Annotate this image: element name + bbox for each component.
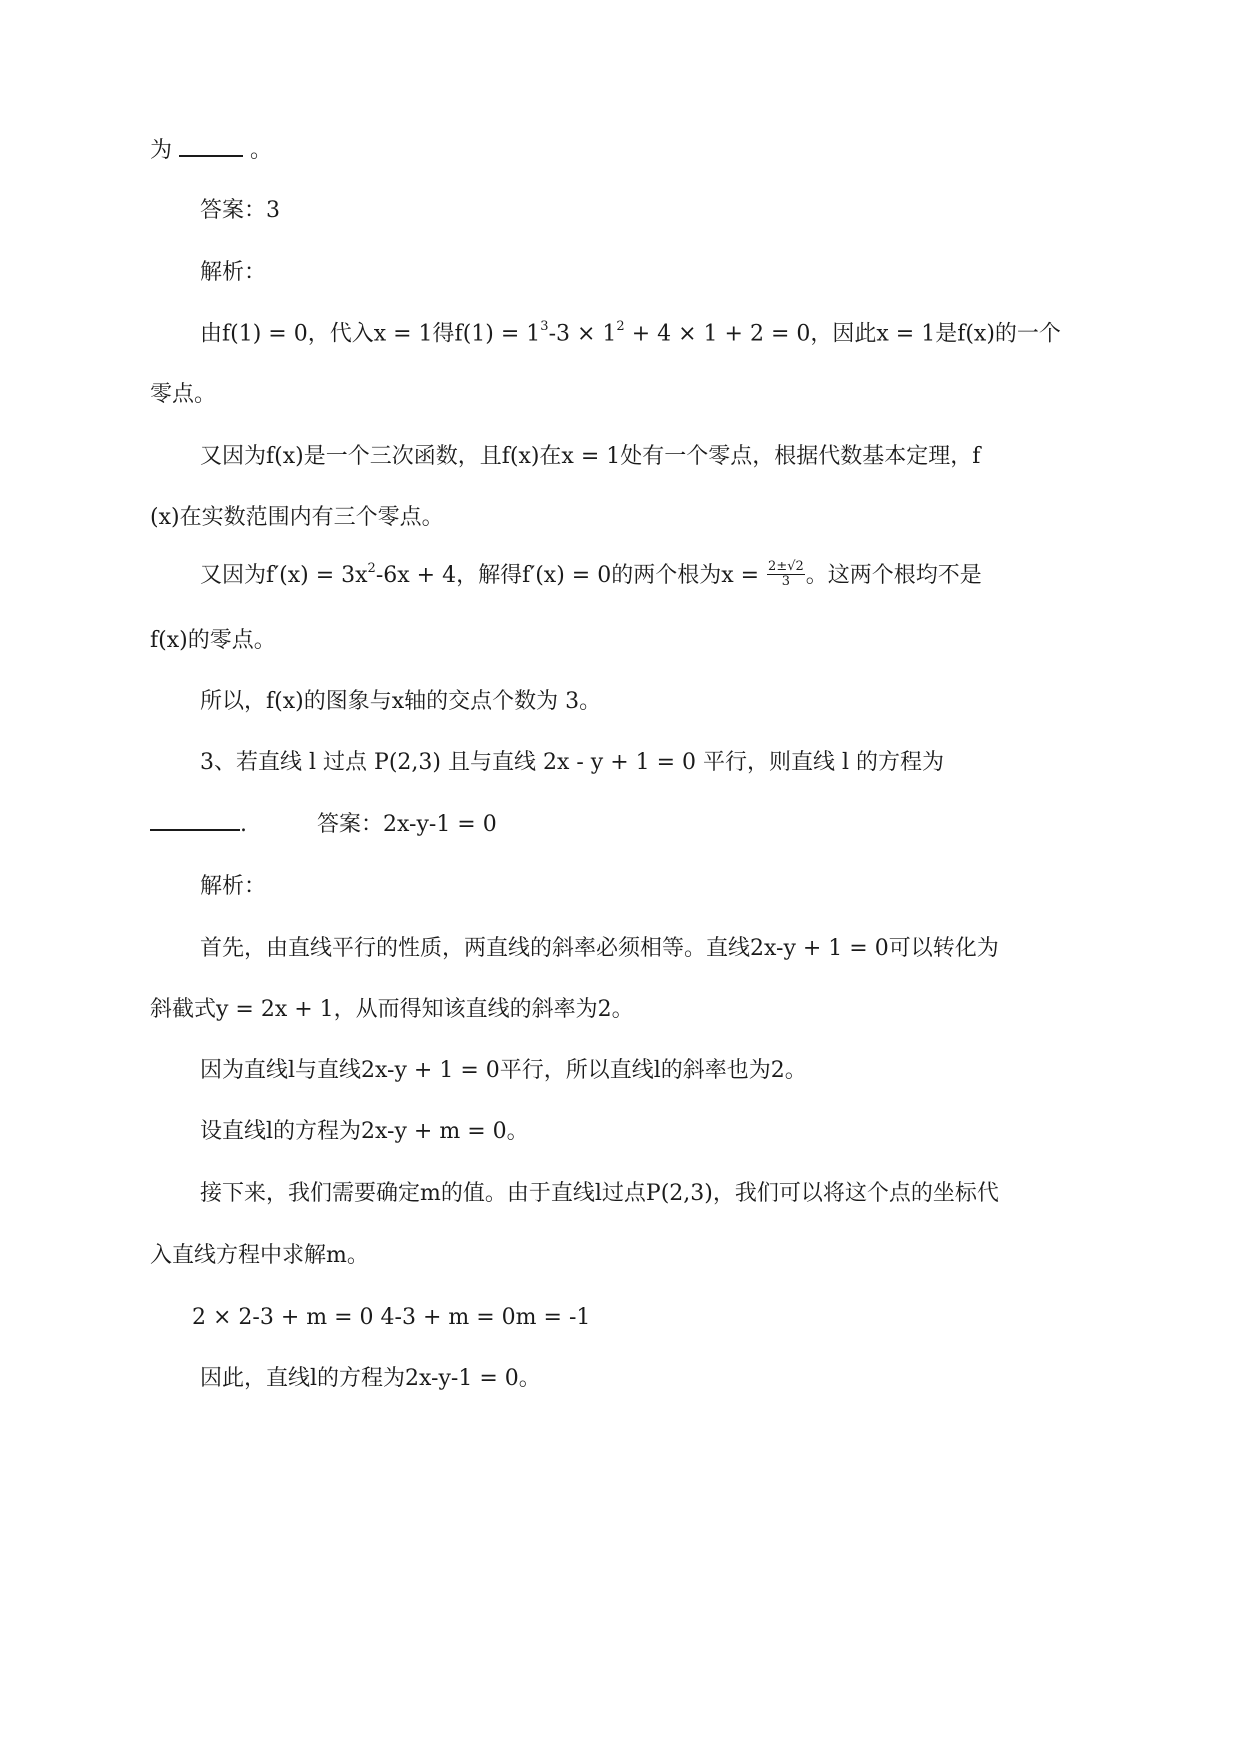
answer-blank [150,829,240,831]
fraction-numerator: 2±√2 [768,559,804,574]
paragraph-line: 设直线l的方程为2x-y + m = 0。 [200,1119,529,1144]
text-segment: 又因为f′(x) = 3x [200,563,368,589]
paragraph-line: 又因为f(x)是一个三次函数，且f(x)在x = 1处有一个零点，根据代数基本定理，f [200,444,981,469]
text-segment: -3 × 1 [548,321,617,347]
question-answer-line [150,814,497,836]
superscript: 2 [616,319,625,334]
answer-line: 答案：3 [200,198,280,223]
fraction [767,560,805,588]
paragraph-line: f(x)的零点。 [150,628,276,653]
paragraph-line: 因此，直线l的方程为2x-y-1 = 0。 [200,1366,541,1391]
analysis-heading: 解析： [200,874,267,899]
text-segment: -6x + 4，解得f′(x) = 0的两个根为x = [375,563,767,589]
superscript: 3 [540,319,549,334]
paragraph-line: 首先，由直线平行的性质，两直线的斜率必须相等。直线2x-y + 1 = 0可以转化为 [200,936,999,961]
fraction-denominator: 3 [781,573,791,589]
equation-line: 2 × 2-3 + m = 0 4-3 + m = 0m = -1 [192,1305,591,1330]
text-segment: + 4 × 1 + 2 = 0，因此x = 1是f(x)的一个 [624,321,1061,347]
superscript: 2 [367,560,376,576]
answer-text: 答案：2x-y-1 = 0 [317,812,497,837]
analysis-heading: 解析： [200,260,267,285]
text-segment: 由f(1) = 0，代入x = 1得f(1) = 1 [200,321,541,347]
question-line: 3、若直线 l 过点 P(2,3) 且与直线 2x - y + 1 = 0 平行，则直线 l 的方程为 [200,750,945,775]
paragraph-line: 因为直线l与直线2x-y + 1 = 0平行，所以直线l的斜率也为2。 [200,1058,807,1083]
paragraph-line: 零点。 [150,382,217,407]
text-suffix: 。 [243,138,272,163]
paragraph-line: (x)在实数范围内有三个零点。 [150,505,444,530]
paragraph-line: 所以，f(x)的图象与x轴的交点个数为 3。 [200,689,602,714]
paragraph-line: 接下来，我们需要确定m的值。由于直线l过点P(2,3)，我们可以将这个点的坐标代 [200,1181,999,1206]
text-segment: . [240,812,247,837]
text-prefix: 为 [150,138,179,163]
paragraph-line [200,319,1061,347]
paragraph-blank-line [150,140,272,162]
paragraph-line: 斜截式y = 2x + 1，从而得知该直线的斜率为2。 [150,997,634,1022]
text-segment: 。这两个根均不是 [805,563,982,589]
paragraph-line: 入直线方程中求解m。 [150,1243,369,1268]
paragraph-line [200,559,982,590]
answer-blank [179,155,243,157]
